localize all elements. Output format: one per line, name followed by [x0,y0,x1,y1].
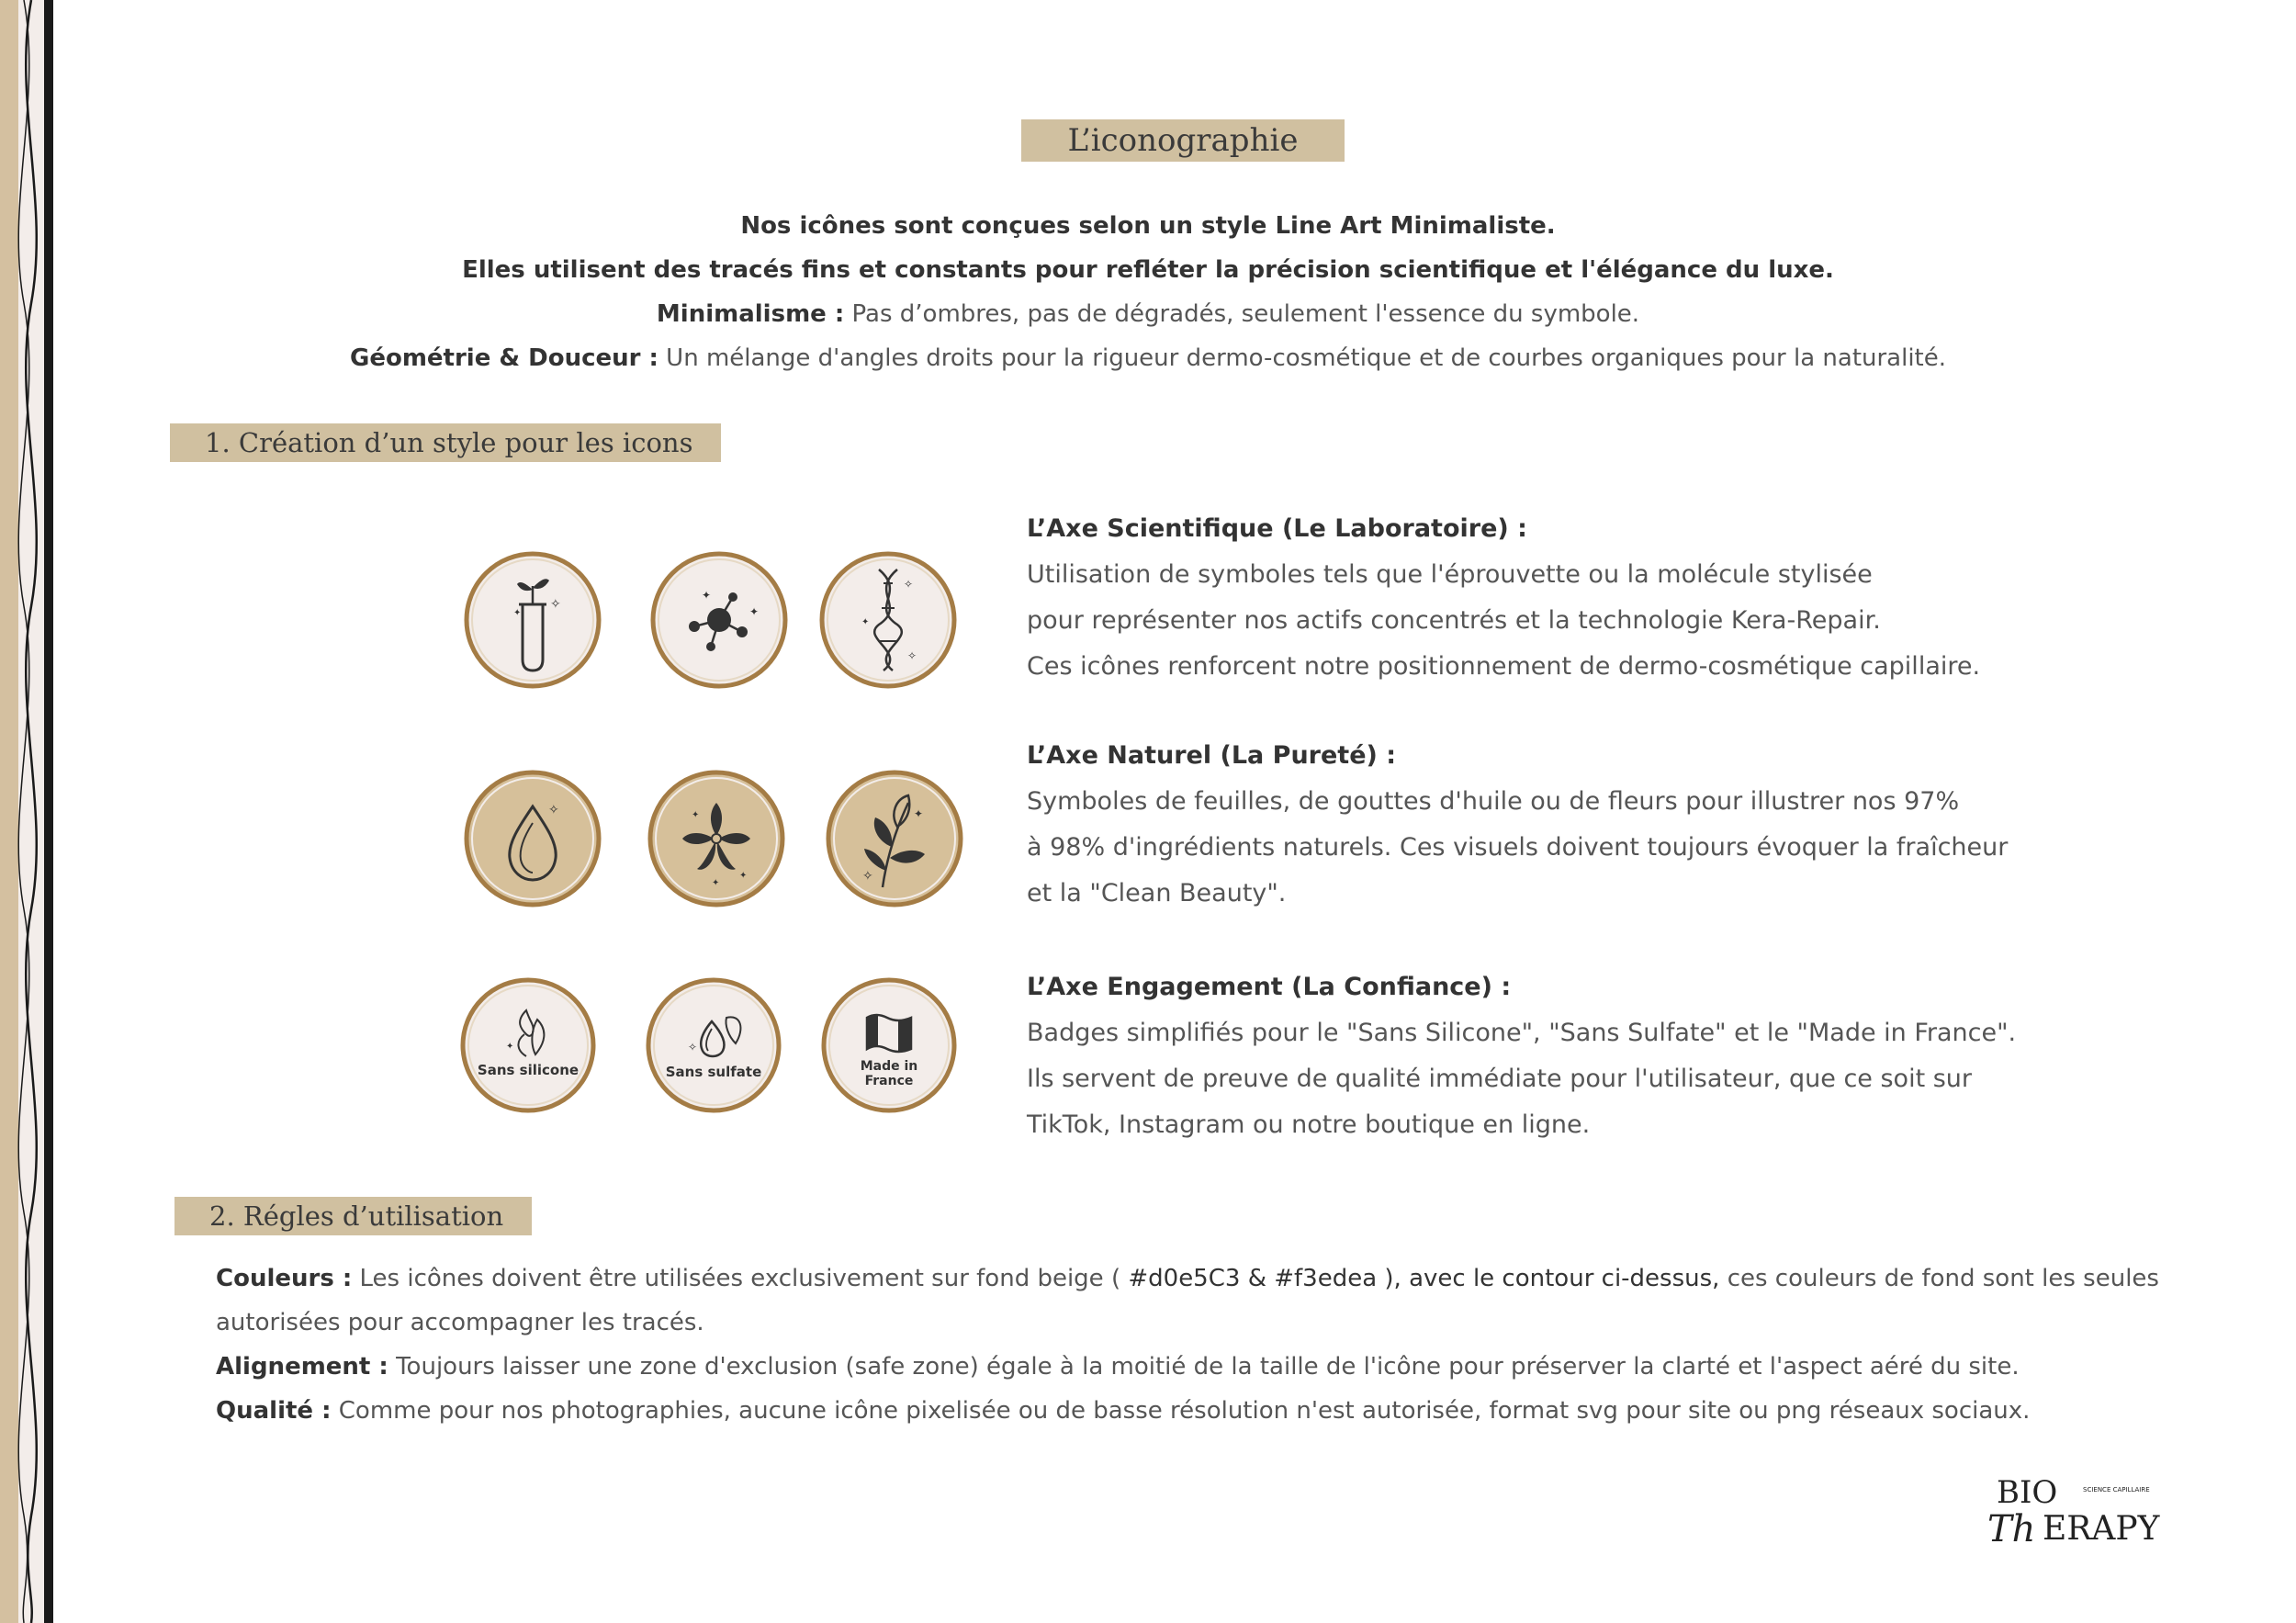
made-in-france-badge-icon [821,977,957,1113]
svg-text:✦: ✦ [513,608,522,618]
rule-couleurs [216,1257,2190,1301]
axis-scientific-line-3: Ces icônes renforcent notre positionnement de dermo-cosmétique capillaire. [1027,652,1981,681]
svg-text:✧: ✧ [688,1041,698,1054]
axis-scientific [1027,506,2129,690]
rule-alignement [216,1345,2190,1389]
rule-qualite-text: Comme pour nos photographies, aucune icône pixelisée ou de basse résolution n'est autorisée, format svg pour site ou png réseaux sociaux. [331,1397,2031,1425]
test-tube-icon [464,551,602,689]
svg-text:✧: ✧ [550,597,561,612]
axis-natural-heading: L’Axe Naturel (La Pureté) : [1027,741,1397,770]
axis-natural-line-3: et la "Clean Beauty". [1027,879,1287,907]
axis-scientific-line-2: pour représenter nos actifs concentrés et la technologie Kera-Repair. [1027,606,1881,635]
intro-text [138,204,2158,380]
dna-icon [819,551,957,689]
svg-text:✦: ✦ [702,589,712,602]
svg-text:✦: ✦ [692,810,700,820]
page-title-text: L’iconographie [1067,122,1299,159]
rule-alignement-text: Toujours laisser une zone d'exclusion (safe zone) égale à la moitié de la taille de l'icône pour préserver la clarté et l'aspect aéré du site. [388,1353,2020,1381]
badge-sulfate-text: Sans sulfate [665,1064,762,1080]
svg-text:✧: ✧ [907,649,917,662]
axis-engagement-line-2: Ils servent de preuve de qualité immédiate pour l'utilisateur, que ce soit sur [1027,1065,1973,1093]
rule-couleurs-text-2: ces couleurs de fond sont les seules [1719,1265,2159,1292]
flower-icon [647,770,785,907]
rule-couleurs-text-1: Les icônes doivent être utilisées exclusivement sur fond beige ( [352,1265,1129,1292]
axis-natural-line-2: à 98% d'ingrédients naturels. Ces visuels doivent toujours évoquer la fraîcheur [1027,833,2009,862]
svg-text:✦: ✦ [739,871,748,881]
svg-text:✧: ✧ [548,803,559,817]
leaves-icon [826,770,963,907]
rule-couleurs-codes: #d0e5C3 & #f3edea ), avec le contour ci-dessus, [1128,1265,1720,1292]
logo-bio: BIO [1997,1474,2058,1511]
section-2-title [174,1197,532,1235]
geometrie-text: Un mélange d'angles droits pour la rigueur dermo-cosmétique et de courbes organiques pour la naturalité. [658,344,1947,372]
svg-text:✧: ✧ [862,869,873,884]
rule-qualite-label: Qualité : [216,1397,332,1425]
axis-scientific-line-1: Utilisation de symboles tels que l'éprouvette ou la molécule stylisée [1027,560,1873,589]
svg-text:✦: ✦ [506,1042,514,1052]
logo-th: Th [1987,1508,2036,1550]
axis-engagement [1027,964,2129,1148]
page-title [1021,119,1345,162]
axis-natural-line-1: Symboles de feuilles, de gouttes d'huile ou de fleurs pour illustrer nos 97% [1027,787,1960,816]
sans-sulfate-badge-icon [646,977,782,1113]
logo-erapy: ERAPY [2043,1510,2160,1548]
rule-couleurs-line-2: autorisées pour accompagner les tracés. [216,1309,704,1336]
intro-line-2: Elles utilisent des tracés fins et constants pour refléter la précision scientifique et l'élégance du luxe. [462,256,1834,284]
svg-text:✦: ✦ [861,617,870,627]
intro-line-1: Nos icônes sont conçues selon un style Line Art Minimaliste. [740,212,1556,240]
svg-text:✦: ✦ [712,878,720,888]
decorative-strip [0,0,55,1623]
axis-engagement-line-3: TikTok, Instagram ou notre boutique en ligne. [1027,1110,1591,1139]
sans-silicone-badge-icon [460,977,596,1113]
intro-line-3 [138,292,2158,336]
biotherapy-logo [1984,1468,2177,1552]
svg-text:✧: ✧ [904,578,914,591]
rule-qualite [216,1389,2190,1433]
section-1-title-text: 1. Création d’un style pour les icons [205,427,693,458]
badge-france-line2: France [864,1074,914,1088]
rule-couleurs-label: Couleurs : [216,1265,353,1292]
intro-line-4 [138,336,2158,380]
logo-tagline: SCIENCE CAPILLAIRE [2083,1486,2150,1493]
axis-engagement-line-1: Badges simplifiés pour le "Sans Silicone", "Sans Sulfate" et le "Made in France". [1027,1019,2017,1047]
minimalisme-label: Minimalisme : [656,300,845,328]
axis-scientific-heading: L’Axe Scientifique (Le Laboratoire) : [1027,514,1527,543]
axis-natural [1027,733,2129,917]
rule-alignement-label: Alignement : [216,1353,388,1381]
molecule-icon [650,551,788,689]
badge-france-line1: Made in [860,1059,918,1074]
geometrie-label: Géométrie & Douceur : [349,344,658,372]
section-1-title [170,423,721,462]
svg-text:✦: ✦ [749,605,760,618]
axis-engagement-heading: L’Axe Engagement (La Confiance) : [1027,973,1512,1001]
svg-text:✦: ✦ [914,807,924,820]
badge-silicone-text: Sans silicone [477,1062,580,1078]
minimalisme-text: Pas d’ombres, pas de dégradés, seulement l'essence du symbole. [844,300,1640,328]
oil-drop-icon [464,770,602,907]
usage-rules [216,1257,2190,1433]
section-2-title-text: 2. Régles d’utilisation [209,1200,504,1232]
